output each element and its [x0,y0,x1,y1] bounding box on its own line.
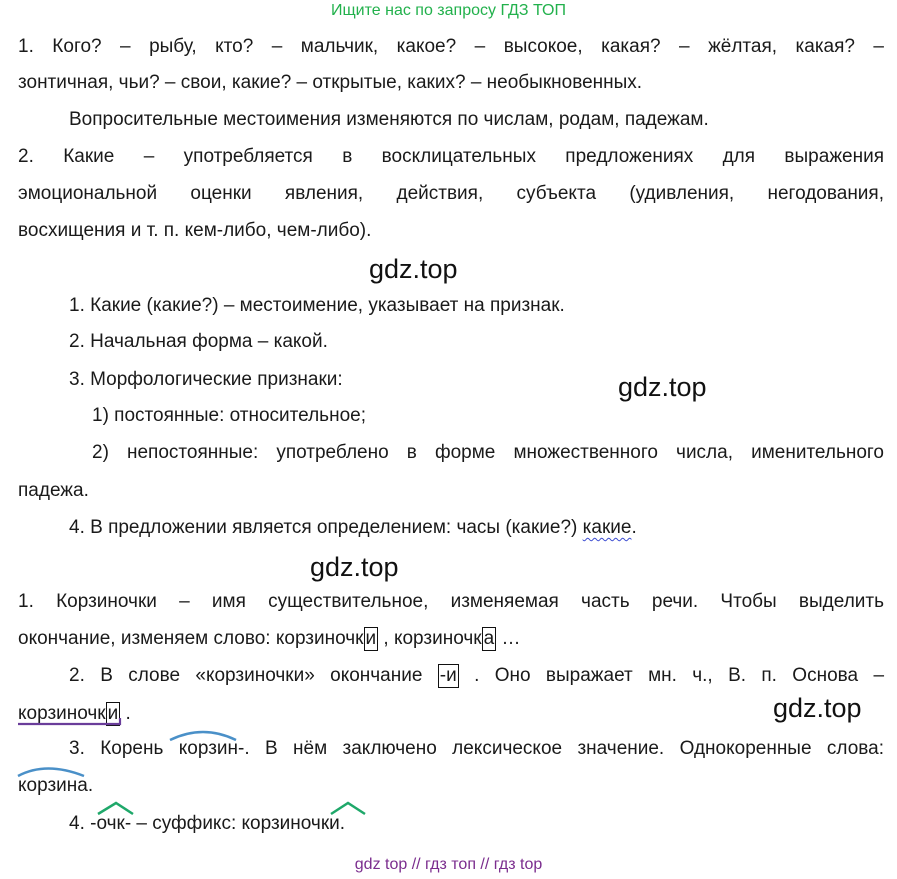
q2b-text2: . [120,703,131,724]
word-analysis2-line2 [18,702,131,726]
watermark: gdz.top [618,372,707,402]
word-analysis2-line1 [69,664,884,688]
parse-item3b-line2: падежа. [18,480,89,501]
q2a-text2: . Оно выражает мн. ч., В. п. Основа – [458,665,885,686]
ending-box: и [107,703,119,724]
base-word: корзиночк [18,703,106,724]
q1b-text1: окончание, изменяем слово: корзиночк [18,628,364,649]
parse-item3: 3. Морфологические признаки: [69,369,343,390]
ending-box: -и [439,665,457,686]
parse-item3b-line1: 2) непостоянные: употреблено в форме множественного числа, именительного [92,442,884,463]
watermark: gdz.top [310,552,399,582]
answer2-line2: эмоциональной оценки явления, действия, субъекта (удивления, негодования, [18,183,884,204]
q2a-text1: 2. В слове «корзиночки» окончание [69,665,438,686]
word-analysis1-line2 [18,627,520,651]
parse-item4-text: 4. В предложении является определением: часы (какие?) [69,517,583,538]
parse-item4-end: . [631,517,637,538]
q1b-text3: … [496,628,521,649]
answer1-line1: 1. Кого? – рыбу, кто? – мальчик, какое? – высокое, какая? – жёлтая, какая? – [18,36,884,57]
search-hint-header: Ищите нас по запросу ГДЗ ТОП [331,2,566,19]
wavy-underlined-word: какие [582,517,632,538]
parse-item2: 2. Начальная форма – какой. [69,331,328,352]
parse-item3a: 1) постоянные: относительное; [92,405,366,426]
site-footer: gdz top // гдз топ // гдз top [354,856,543,873]
parse-item1: 1. Какие (какие?) – местоимение, указывает на признак. [69,295,565,316]
word-analysis1-line1: 1. Корзиночки – имя существительное, изменяемая часть речи. Чтобы выделить [18,591,884,612]
q1b-text2: , корзиночк [378,628,482,649]
ending-box: а [483,628,495,649]
word-analysis3-line2: корзина. [18,775,94,796]
word-analysis3-line1: 3. Корень корзин-. В нём заключено лексическое значение. Однокоренные слова: [69,738,884,759]
answer2-line3: восхищения и т. п. кем-либо, чем-либо). [18,220,372,241]
ending-box: и [365,628,377,649]
watermark: gdz.top [369,254,458,284]
parse-item4 [69,517,637,539]
watermark: gdz.top [773,693,862,723]
answer2-line1: 2. Какие – употребляется в восклицательных предложениях для выражения [18,146,884,167]
answer1-line3: Вопросительные местоимения изменяются по числам, родам, падежам. [69,109,709,130]
answer1-line2: зонтичная, чьи? – свои, какие? – открытые, каких? – необыкновенных. [18,72,643,93]
word-analysis4: 4. -очк- – суффикс: корзиночки. [69,813,346,834]
